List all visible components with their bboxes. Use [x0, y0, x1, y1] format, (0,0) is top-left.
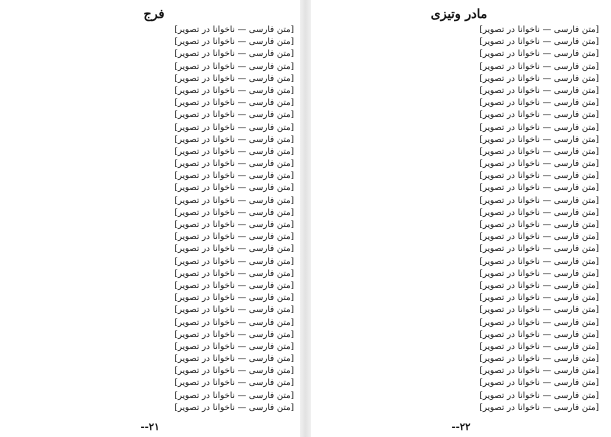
body-line: [متن فارسی — ناخوانا در تصویر] — [479, 110, 599, 121]
body-line: [متن فارسی — ناخوانا در تصویر] — [174, 183, 294, 194]
left-page — [0, 0, 300, 437]
body-line: [متن فارسی — ناخوانا در تصویر] — [174, 159, 294, 170]
body-line: [متن فارسی — ناخوانا در تصویر] — [174, 98, 294, 109]
body-line: [متن فارسی — ناخوانا در تصویر] — [174, 402, 294, 413]
body-line: [متن فارسی — ناخوانا در تصویر] — [479, 366, 599, 377]
body-line: [متن فارسی — ناخوانا در تصویر] — [479, 171, 599, 182]
body-line: [متن فارسی — ناخوانا در تصویر] — [174, 232, 294, 243]
body-line: [متن فارسی — ناخوانا در تصویر] — [174, 146, 294, 157]
body-line: [متن فارسی — ناخوانا در تصویر] — [479, 390, 599, 401]
body-line: [متن فارسی — ناخوانا در تصویر] — [174, 256, 294, 267]
body-line: [متن فارسی — ناخوانا در تصویر] — [479, 25, 599, 35]
right-page-body — [319, 24, 599, 416]
right-page-number: ‎-۲۲- — [451, 422, 471, 433]
body-line: [متن فارسی — ناخوانا در تصویر] — [479, 329, 599, 340]
body-line: [متن فارسی — ناخوانا در تصویر] — [479, 232, 599, 243]
body-line: [متن فارسی — ناخوانا در تصویر] — [174, 280, 294, 291]
right-page — [311, 0, 611, 437]
body-line: [متن فارسی — ناخوانا در تصویر] — [174, 73, 294, 84]
body-line: [متن فارسی — ناخوانا در تصویر] — [479, 146, 599, 157]
body-line: [متن فارسی — ناخوانا در تصویر] — [174, 366, 294, 377]
body-line: [متن فارسی — ناخوانا در تصویر] — [479, 256, 599, 267]
right-page-title: مادر وتیزی — [430, 6, 488, 21]
body-line: [متن فارسی — ناخوانا در تصویر] — [174, 329, 294, 340]
body-line: [متن فارسی — ناخوانا در تصویر] — [174, 268, 294, 279]
body-line: [متن فارسی — ناخوانا در تصویر] — [174, 134, 294, 145]
body-line: [متن فارسی — ناخوانا در تصویر] — [174, 317, 294, 328]
body-line: [متن فارسی — ناخوانا در تصویر] — [479, 73, 599, 84]
body-line: [متن فارسی — ناخوانا در تصویر] — [479, 220, 599, 230]
body-line: [متن فارسی — ناخوانا در تصویر] — [174, 244, 294, 255]
body-line: [متن فارسی — ناخوانا در تصویر] — [174, 85, 294, 96]
body-line: [متن فارسی — ناخوانا در تصویر] — [479, 122, 599, 133]
body-line: [متن فارسی — ناخوانا در تصویر] — [479, 49, 599, 60]
body-line: [متن فارسی — ناخوانا در تصویر] — [479, 134, 599, 145]
body-line: [متن فارسی — ناخوانا در تصویر] — [479, 159, 599, 170]
body-line: [متن فارسی — ناخوانا در تصویر] — [174, 110, 294, 121]
body-line: [متن فارسی — ناخوانا در تصویر] — [174, 390, 294, 401]
body-line: [متن فارسی — ناخوانا در تصویر] — [479, 183, 599, 194]
left-page-number: ‎-۲۱- — [140, 422, 160, 433]
book-gutter — [300, 0, 311, 437]
body-line: [متن فارسی — ناخوانا در تصویر] — [479, 98, 599, 109]
body-line: [متن فارسی — ناخوانا در تصویر] — [479, 195, 599, 206]
body-line: [متن فارسی — ناخوانا در تصویر] — [174, 122, 294, 133]
body-line: [متن فارسی — ناخوانا در تصویر] — [479, 244, 599, 255]
left-page-title: فرج — [143, 6, 165, 21]
body-line: [متن فارسی — ناخوانا در تصویر] — [479, 280, 599, 291]
body-line: [متن فارسی — ناخوانا در تصویر] — [479, 402, 599, 413]
body-line: [متن فارسی — ناخوانا در تصویر] — [174, 220, 294, 230]
body-line: [متن فارسی — ناخوانا در تصویر] — [479, 61, 599, 72]
body-line: [متن فارسی — ناخوانا در تصویر] — [174, 195, 294, 206]
body-line: [متن فارسی — ناخوانا در تصویر] — [174, 354, 294, 365]
body-line: [متن فارسی — ناخوانا در تصویر] — [174, 293, 294, 304]
body-line: [متن فارسی — ناخوانا در تصویر] — [174, 25, 294, 35]
body-line: [متن فارسی — ناخوانا در تصویر] — [174, 37, 294, 48]
body-line: [متن فارسی — ناخوانا در تصویر] — [174, 378, 294, 389]
body-line: [متن فارسی — ناخوانا در تصویر] — [479, 37, 599, 48]
body-line: [متن فارسی — ناخوانا در تصویر] — [174, 207, 294, 218]
body-line: [متن فارسی — ناخوانا در تصویر] — [479, 305, 599, 316]
body-line: [متن فارسی — ناخوانا در تصویر] — [479, 378, 599, 389]
body-line: [متن فارسی — ناخوانا در تصویر] — [174, 49, 294, 60]
body-line: [متن فارسی — ناخوانا در تصویر] — [174, 61, 294, 72]
body-line: [متن فارسی — ناخوانا در تصویر] — [479, 293, 599, 304]
body-line: [متن فارسی — ناخوانا در تصویر] — [174, 171, 294, 182]
body-line: [متن فارسی — ناخوانا در تصویر] — [174, 305, 294, 316]
body-line: [متن فارسی — ناخوانا در تصویر] — [479, 268, 599, 279]
body-line: [متن فارسی — ناخوانا در تصویر] — [479, 317, 599, 328]
left-page-body — [14, 24, 294, 416]
body-line: [متن فارسی — ناخوانا در تصویر] — [479, 341, 599, 352]
body-line: [متن فارسی — ناخوانا در تصویر] — [479, 85, 599, 96]
body-line: [متن فارسی — ناخوانا در تصویر] — [174, 341, 294, 352]
body-line: [متن فارسی — ناخوانا در تصویر] — [479, 354, 599, 365]
body-line: [متن فارسی — ناخوانا در تصویر] — [479, 207, 599, 218]
